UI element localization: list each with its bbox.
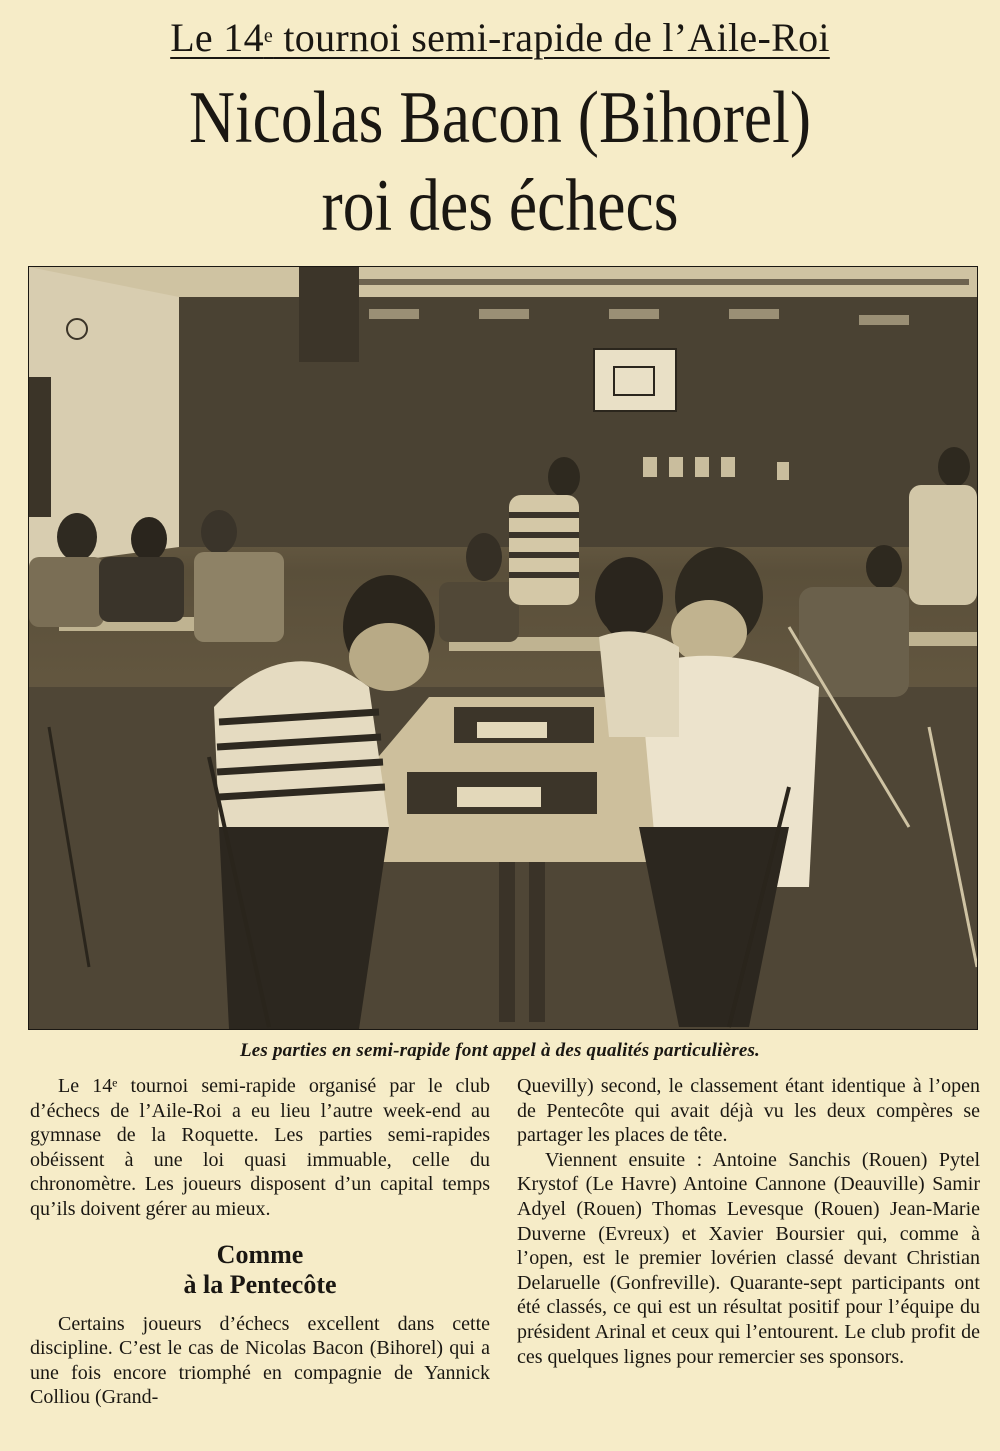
article-paragraph-3: Quevilly) second, le classement étant identique à l’open de Pentecôte qui avait déjà vu les deux compères se partager les places de tête. <box>517 1075 980 1147</box>
kicker-text-end: tournoi semi-rapide de l’Aile-Roi <box>273 15 830 60</box>
article-headline <box>70 74 930 250</box>
article-paragraph-1: Le 14ᵉ tournoi semi-rapide organisé par le club d’échecs de l’Aile-Roi a eu lieu l’autre week-end au gymnase de la Roquette. Les parties semi-rapides obéissent à une loi quasi immuable, celle du chronomètre. Les joueurs disposent d’un capital temps qu’ils doivent gérer au mieux. <box>30 1075 490 1220</box>
kicker-superscript: e <box>263 25 274 47</box>
subheading-line-1: Comme <box>216 1239 304 1269</box>
article-column-right <box>517 1074 980 1369</box>
article-subheading <box>30 1240 490 1300</box>
chess-tournament-photo <box>28 266 978 1030</box>
article-kicker <box>0 14 1000 62</box>
headline-line-2: roi des échecs <box>321 165 679 247</box>
article-column-left <box>30 1074 490 1410</box>
kicker-text-start: Le 14 <box>170 15 264 60</box>
subheading-line-2: à la Pentecôte <box>183 1269 337 1299</box>
photo-caption: Les parties en semi-rapide font appel à des qualités particulières. <box>239 1040 761 1061</box>
article-paragraph-4: Viennent ensuite : Antoine Sanchis (Rouen) Pytel Krystof (Le Havre) Antoine Cannone (Deauville) Samir Adyel (Rouen) Thomas Levesque (Rouen) Jean-Marie Duverne (Evreux) et Xavier Boursier qui, comme à l’open, est le premier lovérien classé devant Christian Delaruelle (Gonfreville). Quarante-sept participants ont été classés, ce qui est un résultat positif pour l’équipe du président Arinal et ceux qui l’entourent. Le club profit de ces quelques lignes pour remercier ses sponsors. <box>517 1148 980 1368</box>
article-paragraph-2: Certains joueurs d’échecs excellent dans cette discipline. C’est le cas de Nicolas Bacon (Bihorel) qui a une fois encore triomphé en compagnie de Yannick Colliou (Grand- <box>30 1312 490 1409</box>
headline-line-1: Nicolas Bacon (Bihorel) <box>188 77 812 159</box>
photo-illustration <box>29 267 977 1029</box>
